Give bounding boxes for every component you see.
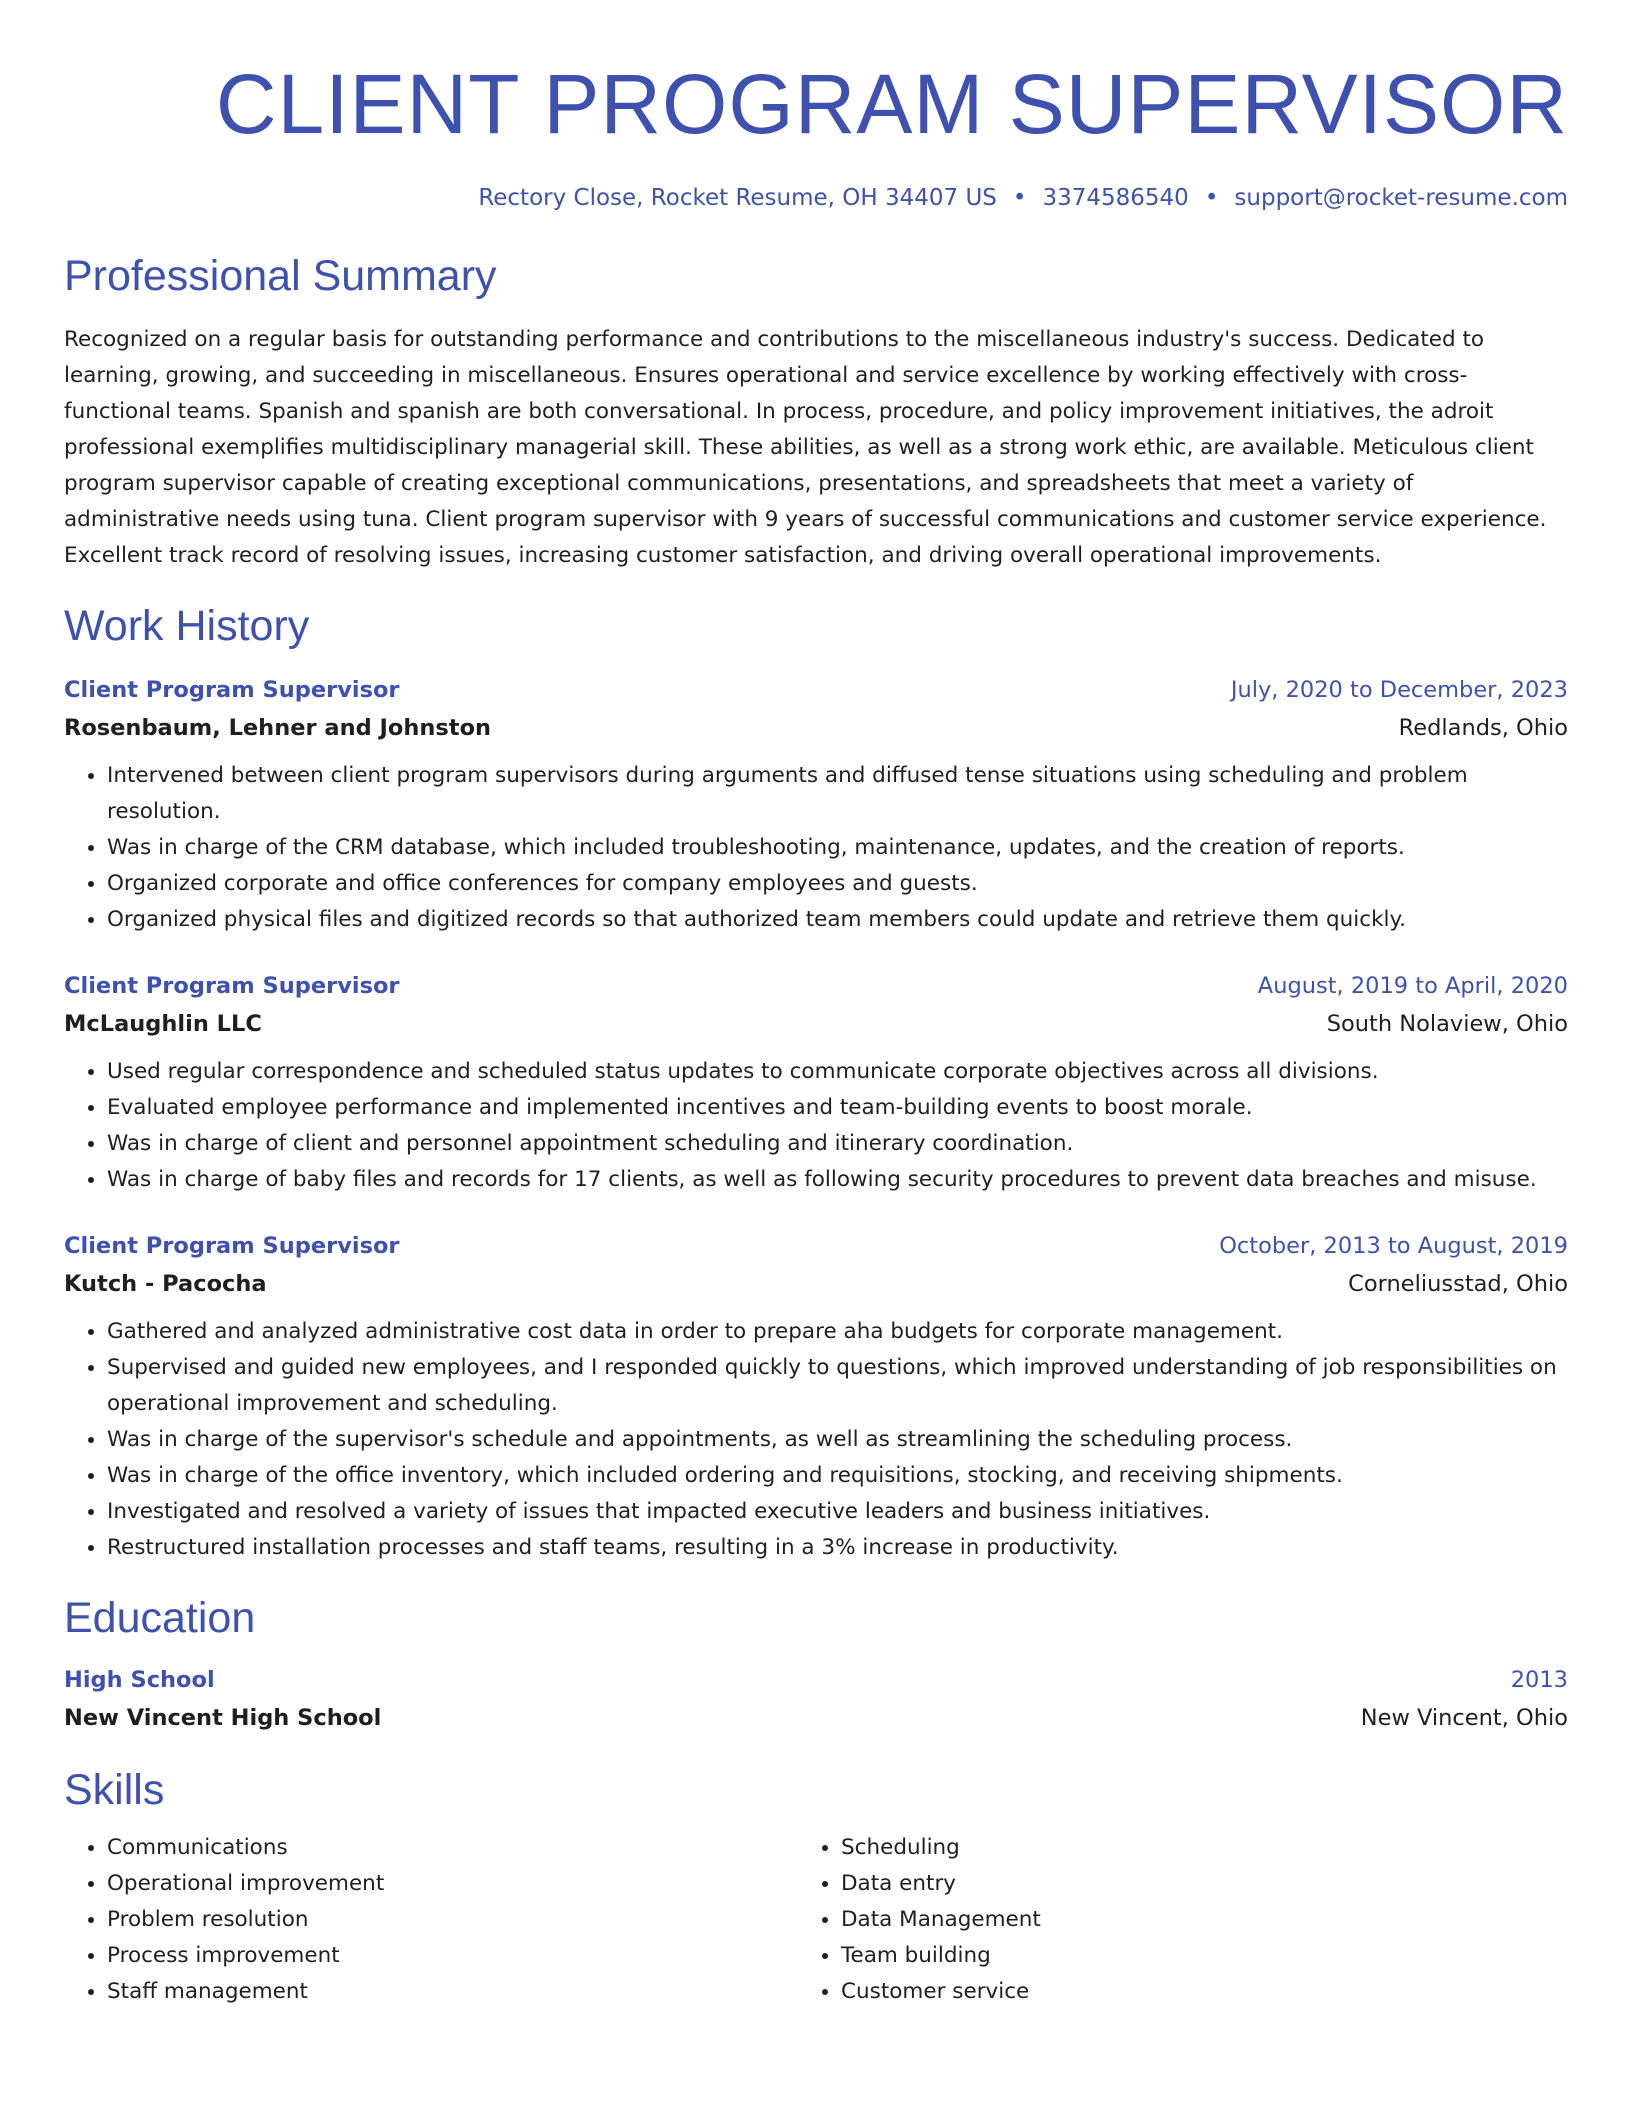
education-school-row — [64, 1698, 1568, 1738]
job-bullet: • Evaluated employee performance and implemented incentives and team-building events to boost morale. — [107, 1090, 1568, 1126]
skill-item: • Data entry — [841, 1866, 1532, 1902]
job-bullet: • Was in charge of baby files and records for 17 clients, as well as following security procedures to prevent data breaches and misuse. — [107, 1162, 1568, 1198]
job-bullet: • Investigated and resolved a variety of issues that impacted executive leaders and business initiatives. — [107, 1494, 1568, 1530]
job-entry — [64, 968, 1568, 1198]
section-title-summary: Professional Summary — [64, 252, 497, 300]
skill-item: • Operational improvement — [107, 1866, 798, 1902]
skill-item: • Team building — [841, 1938, 1532, 1974]
summary-text: Recognized on a regular basis for outstanding performance and contributions to the miscellaneous industry's success. Dedicated to learning, growing, and succeeding in miscellaneous. Ensures operational and service excellence by working effectively with cross-functional teams. Spanish and spanish are both conversational. In process, procedure, and policy improvement initiatives, the adroit professional exemplifies multidisciplinary managerial skill. These abilities, as well as a strong work ethic, are available. Meticulous client program supervisor capable of creating exceptional communications, presentations, and spreadsheets that meet a variety of administrative needs using tuna. Client program supervisor with 9 years of successful communications and customer service experience. Excellent track record of resolving issues, increasing customer satisfaction, and driving overall operational improvements. — [64, 327, 1547, 568]
skill-item: • Process improvement — [107, 1938, 798, 1974]
job-header-row — [64, 1228, 1568, 1264]
candidate-name: CLIENT PROGRAM SUPERVISOR — [215, 57, 1568, 151]
job-bullet: • Supervised and guided new employees, and I responded quickly to questions, which improved understanding of job responsibilities on operational improvement and scheduling. — [107, 1350, 1568, 1422]
education-location: New Vincent, Ohio — [1360, 1705, 1568, 1731]
job-bullets — [64, 1054, 1568, 1198]
skill-item: • Scheduling — [841, 1830, 1532, 1866]
education-school: New Vincent High School — [64, 1705, 382, 1731]
job-company-row — [64, 1004, 1568, 1044]
job-bullets — [64, 1314, 1568, 1566]
job-location: South Nolaview, Ohio — [1326, 1011, 1568, 1037]
job-dates: August, 2019 to April, 2020 — [1257, 973, 1568, 999]
job-bullet: • Was in charge of the office inventory, which included ordering and requisitions, stocking, and receiving shipments. — [107, 1458, 1568, 1494]
job-header-row — [64, 672, 1568, 708]
job-bullet: • Organized corporate and office conferences for company employees and guests. — [107, 866, 1568, 902]
job-bullet: • Used regular correspondence and scheduled status updates to communicate corporate objectives across all divisions. — [107, 1054, 1568, 1090]
job-bullet: • Organized physical files and digitized records so that authorized team members could update and retrieve them quickly. — [107, 902, 1568, 938]
job-location: Redlands, Ohio — [1398, 715, 1568, 741]
job-company: McLaughlin LLC — [64, 1011, 262, 1037]
job-company: Rosenbaum, Lehner and Johnston — [64, 715, 492, 741]
job-company: Kutch - Pacocha — [64, 1271, 267, 1297]
education-header-row — [64, 1662, 1568, 1698]
job-role: Client Program Supervisor — [64, 677, 400, 703]
job-bullets — [64, 758, 1568, 938]
job-dates: July, 2020 to December, 2023 — [1230, 677, 1568, 703]
education-degree: High School — [64, 1667, 215, 1693]
contact-separator: • — [1204, 185, 1219, 211]
contact-separator: • — [1012, 185, 1027, 211]
contact-phone: 3374586540 — [1042, 185, 1189, 211]
section-title-skills: Skills — [64, 1766, 165, 1814]
education-year: 2013 — [1510, 1667, 1568, 1693]
job-bullet: • Intervened between client program supervisors during arguments and diffused tense situations using scheduling and problem resolution. — [107, 758, 1568, 830]
job-role: Client Program Supervisor — [64, 973, 400, 999]
contact-email: support@rocket-resume.com — [1234, 185, 1568, 211]
job-bullet: • Gathered and analyzed administrative cost data in order to prepare aha budgets for corporate management. — [107, 1314, 1568, 1350]
skill-item: • Communications — [107, 1830, 798, 1866]
skill-item: • Staff management — [107, 1974, 798, 2010]
job-entry — [64, 1228, 1568, 1566]
skill-item: • Customer service — [841, 1974, 1532, 2010]
section-title-work-history: Work History — [64, 602, 310, 650]
job-bullet: • Restructured installation processes and staff teams, resulting in a 3% increase in productivity. — [107, 1530, 1568, 1566]
job-role: Client Program Supervisor — [64, 1233, 400, 1259]
job-entry — [64, 672, 1568, 938]
education-entry — [64, 1662, 1568, 1738]
skill-item: • Problem resolution — [107, 1902, 798, 1938]
contact-line — [64, 182, 1568, 214]
skills-column-left — [64, 1830, 798, 2010]
job-bullet: • Was in charge of client and personnel appointment scheduling and itinerary coordination. — [107, 1126, 1568, 1162]
job-company-row — [64, 708, 1568, 748]
job-bullet: • Was in charge of the CRM database, which included troubleshooting, maintenance, updates, and the creation of reports. — [107, 830, 1568, 866]
job-dates: October, 2013 to August, 2019 — [1219, 1233, 1568, 1259]
skills-grid — [64, 1830, 1568, 2010]
job-header-row — [64, 968, 1568, 1004]
resume-header — [64, 56, 1568, 214]
skill-item: • Data Management — [841, 1902, 1532, 1938]
job-bullet: • Was in charge of the supervisor's schedule and appointments, as well as streamlining the scheduling process. — [107, 1422, 1568, 1458]
job-location: Corneliusstad, Ohio — [1348, 1271, 1568, 1297]
contact-address: Rectory Close, Rocket Resume, OH 34407 US — [478, 185, 997, 211]
skills-column-right — [798, 1830, 1532, 2010]
job-company-row — [64, 1264, 1568, 1304]
section-title-education: Education — [64, 1594, 256, 1642]
